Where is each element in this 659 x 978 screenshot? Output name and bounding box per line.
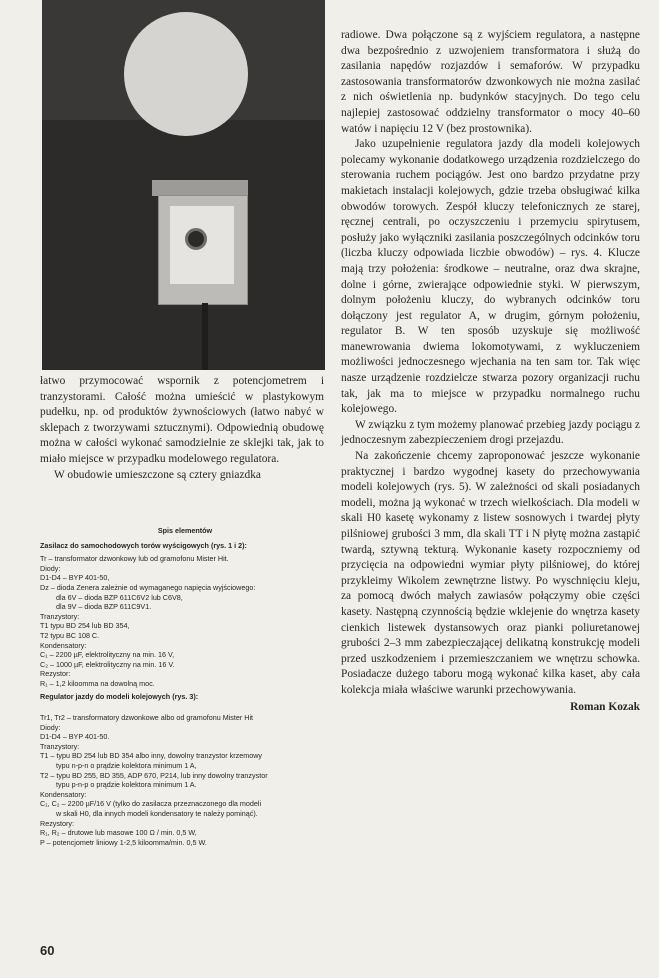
parts-line: C₁, C₂ – 2200 µF/16 V (tylko do zasilacza przeznaczonego dla modeli	[40, 799, 262, 809]
parts-group-1-title: Zasilacz do samochodowych torów wyścigowych (rys. 1 i 2):	[40, 540, 247, 550]
page-number: 60	[40, 943, 55, 958]
parts-line: typu p-n-p o prądzie kolektora minimum 1 A.	[40, 780, 197, 790]
parts-line: typu n-p-n o prądzie kolektora minimum 1 A,	[40, 761, 197, 771]
parts-list	[40, 526, 330, 847]
parts-line: Tr – transformator dzwonkowy lub od gramofonu Mister Hit.	[40, 554, 229, 564]
parts-line: D1-D4 – BYP 401-50.	[40, 732, 110, 742]
parts-line: dla 9V – dioda BZP 611C9V1.	[40, 602, 152, 612]
parts-line: Dz – dioda Zenera zależnie od wymaganego napięcia wyjściowego:	[40, 582, 256, 592]
parts-line: T1 – typu BD 254 lub BD 354 albo inny, dowolny tranzystor krzemowy	[40, 751, 262, 761]
parts-line: Tranzystory:	[40, 741, 80, 751]
right-paragraph-1: radiowe. Dwa połączone są z wyjściem regulatora, a następne dwa bezpośrednio z uzwojeniem transformatora i służą do zasilania napędów rozjazdów i semaforów. W przypadku zastosowania transformatorów dzwonkowych nie można zasilać z nich oświetlenia np. budynków stacyjnych. Do tego celu najlepiej zastosować oddzielny transformator o mocy 40–60 watów i napięciu 12 V (bez prostownika).	[341, 29, 640, 135]
parts-line: C₁ – 2200 µF, elektrolityczny na min. 16 V,	[40, 650, 175, 660]
parts-list-heading: Spis elementów	[157, 526, 213, 535]
photo-power-cord	[202, 303, 208, 370]
right-paragraph-2: Jako uzupełnienie regulatora jazdy dla modeli kolejowych polecamy wykonanie dodatkowego urządzenia rozdzielczego do sterowania ruchem pociągów. Jest ono bardzo przydatne przy makietach instalacji kolejowych, gdzie trzeba obsługiwać kilka obwodów torowych. Zespół kluczy telefonicznych ze starej, ręcznej centrali, po oczyszczeniu i przemyciu spirytusem, posłuży jako wyłączniki zasilania poszczególnych odcinków toru (liczba kluczy odpowiada liczbie obwodów) – rys. 4. Klucze mają trzy położenia: środkowe – neutralne, oraz dwa skrajne, dolne i górne, zwierające odpowiednie styki. W pierwszym, dolnym położeniu kluczy, do wybranych odcinków toru dołączony jest regulator A, w drugim, górnym położeniu, regulator B. W ten sposób uzyskuje się możliwość manewrowania dwiema lokomotywami, z wykluczeniem możliwości jednoczesnego wjechania na ten sam tor. Tak więc nasze urządzenie rozdzielcze stwarza pozory organizacji ruchu tak, jak ma to miejsce w przypadku normalnego ruchu kolejowego.	[341, 138, 640, 416]
parts-line: Tr1, Tr2 – transformatory dzwonkowe albo od gramofonu Mister Hit	[40, 713, 254, 723]
right-paragraph-4: Na zakończenie chcemy zaproponować jeszcze wykonanie praktycznej i bardzo wygodnej kasety do przechowywania modeli kolejowych (rys. 5). W zależności od skali posiadanych modeli, można ją wykonać w trzech wielkościach. Dla modeli w skali H0 kasetę wykonamy z listew sosnowych i twardej płyty pilśniowej grubości 3 mm, dla skali TT i N płytę można zastąpić twardą, sztywną tekturą. Wykonanie kasety rozpoczniemy od przycięcia na odpowiedni wymiar płyty pilśniowej, do której przykleimy Wikolem zewnętrzne listwy. Po wyschnięciu kleju, za pomocą dwóch małych zawiasów połączymy obie części kasety. Następną czynnością będzie wklejenie do wnętrza kasety cienkich listewek dystansowych oraz pianki poliuretanowej grubości 2–3 mm zabezpieczającej delikatną konstrukcję modeli przed uszkodzeniem i przemieszczaniem we wnętrzu schowka. Posiadacze dużego taboru mogą wykonać kilka kaset, aby cała kolekcja miała właściwe warunki przechowywania.	[341, 450, 640, 696]
parts-line: P – potencjometr liniowy 1-2,5 kiloomma/min. 0,5 W.	[40, 837, 207, 847]
left-paragraph-2: W obudowie umieszczone są cztery gniazdka	[54, 468, 261, 481]
parts-line: Diody:	[40, 563, 61, 573]
parts-line: T2 – typu BD 255, BD 355, ADP 670, P214, lub inny dowolny tranzystor	[40, 770, 268, 780]
parts-line: Tranzystory:	[40, 611, 80, 621]
parts-line: Rezystory:	[40, 818, 74, 828]
right-paragraph-3: W związku z tym możemy planować przebieg jazdy pociągu z jednoczesnym zabezpieczeniem drogi przejazdu.	[341, 418, 640, 447]
regulator-photo	[42, 0, 325, 370]
parts-line: T1 typu BD 254 lub BD 354,	[40, 621, 130, 631]
photo-circle-background	[124, 12, 248, 136]
parts-spacer	[40, 705, 330, 713]
parts-line: Kondensatory:	[40, 640, 87, 650]
photo-potentiometer-knob	[185, 228, 207, 250]
parts-line: R₁ – 1,2 kiloomma na dowolną moc.	[40, 678, 155, 688]
parts-line: Rezystor:	[40, 669, 71, 679]
parts-line: D1-D4 – BYP 401-50,	[40, 573, 110, 583]
parts-line: Kondensatory:	[40, 789, 87, 799]
parts-line: T2 typu BC 108 C.	[40, 630, 100, 640]
parts-line: w skali H0, dla innych modeli kondensatory te należy pominąć).	[40, 809, 258, 819]
author-signature: Roman Kozak	[570, 700, 640, 713]
parts-line: dla 6V – dioda BZP 611C6V2 lub C6V8,	[40, 592, 183, 602]
left-paragraph-1: łatwo przymocować wspornik z potencjometrem i tranzystorami. Całość można umieścić w plastykowym pudełku, np. od produktów żywnościowych (łatwo nabyć w sklepach z tworzywami sztucznymi). Odpowiednią obudowę można w całości wykonać samodzielnie ze sklejki tak, jak to miało miejsce w przypadku modelowego regulatora.	[40, 375, 324, 465]
right-column-text	[341, 28, 640, 713]
parts-line: Diody:	[40, 722, 61, 732]
parts-line: C₂ – 1000 µF, elektrolityczny na min. 16 V.	[40, 659, 175, 669]
photo-box-lid	[152, 180, 248, 196]
left-column-text	[40, 374, 324, 483]
parts-line: R₁, R₂ – drutowe lub masowe 100 Ω / min. 0,5 W,	[40, 828, 197, 838]
parts-group-2-title: Regulator jazdy do modeli kolejowych (rys. 3):	[40, 691, 199, 701]
